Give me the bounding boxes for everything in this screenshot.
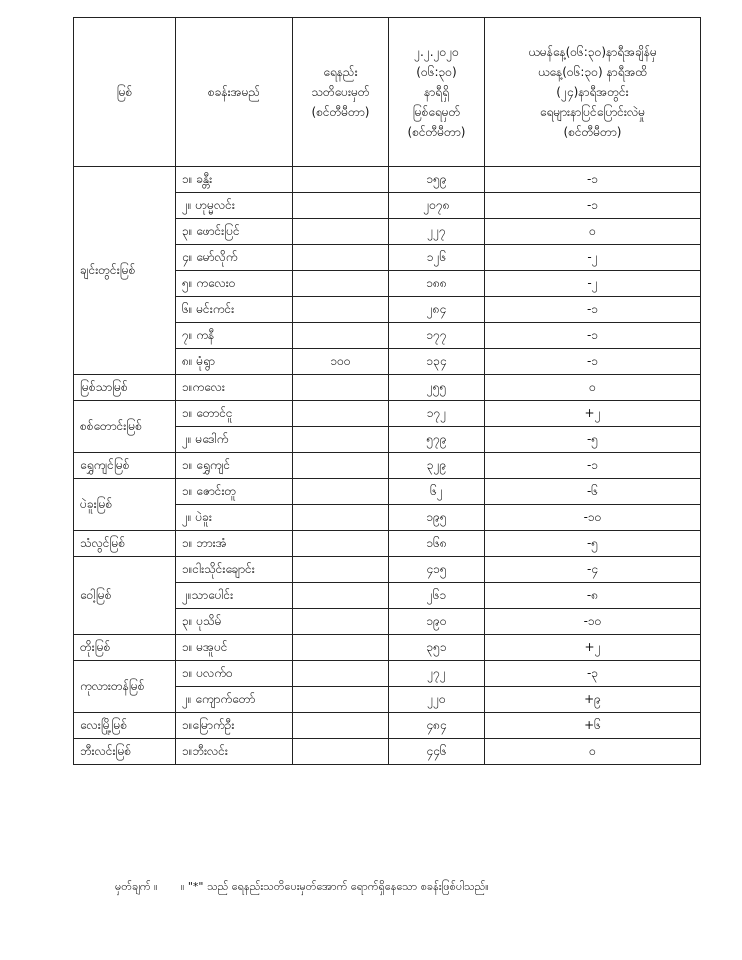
footnote-label: မှတ်ချက် ။	[115, 880, 158, 893]
header-change-line: (စင်တီမီတာ)	[563, 125, 622, 139]
danger-level	[293, 297, 389, 323]
water-level: ၁၉၀	[389, 609, 485, 635]
danger-level	[293, 713, 389, 739]
station-name: ၁။ ရွှေကျင်	[176, 453, 293, 479]
river-name: ချင်းတွင်းမြစ်	[74, 167, 176, 375]
water-level: ၆၂	[389, 479, 485, 505]
water-level: ၄၁၅	[389, 557, 485, 583]
level-change: -၁	[485, 323, 701, 349]
river-name: ဝေါ့မြစ်	[74, 557, 176, 635]
header-level-line: မြစ်ရေမှတ်	[412, 105, 461, 119]
table-row	[74, 635, 701, 661]
river-name: လေးမြို့မြစ်	[74, 713, 176, 739]
station-name: ၁။ကလေး	[176, 375, 293, 401]
water-level: ၂၂၀	[389, 687, 485, 713]
danger-level	[293, 167, 389, 193]
station-name: ၂။ မဒေါက်	[176, 427, 293, 453]
river-name: သံလွင်မြစ်	[74, 531, 176, 557]
header-change-line: (၂၄)နာရီအတွင်း	[556, 85, 629, 99]
station-name: ၁။မြောက်ဦး	[176, 713, 293, 739]
water-level: ၄၄၆	[389, 739, 485, 765]
table-row	[74, 453, 701, 479]
danger-level	[293, 219, 389, 245]
header-change-line: ရေများနာပြင်ပြောင်းလဲမှု	[539, 105, 646, 119]
station-name: ၁။ ဇောင်းတူ	[176, 479, 293, 505]
table-row	[74, 557, 701, 583]
danger-level	[293, 401, 389, 427]
danger-level	[293, 323, 389, 349]
station-name: ၅။ ကလေးဝ	[176, 271, 293, 297]
level-change: -၁၀	[485, 505, 701, 531]
table-row	[74, 739, 701, 765]
header-danger-line: (စင်တီမီတာ)	[311, 105, 370, 119]
level-change: -၁၀	[485, 609, 701, 635]
water-level-table	[73, 17, 701, 765]
danger-level	[293, 505, 389, 531]
danger-level	[293, 661, 389, 687]
level-change: +၂	[485, 635, 701, 661]
header-danger-line: ရေနည်း	[323, 65, 358, 79]
header-danger-level	[293, 18, 389, 167]
station-name: ၂။ ဟုမ္မလင်း	[176, 193, 293, 219]
level-change: +၆	[485, 713, 701, 739]
water-level: ၂၈၄	[389, 297, 485, 323]
station-name: ၁။ ဘားအံ	[176, 531, 293, 557]
table-row	[74, 167, 701, 193]
river-name: ရွှေကျင်မြစ်	[74, 453, 176, 479]
station-name: ၁။ မအူပင်	[176, 635, 293, 661]
table-row	[74, 375, 701, 401]
header-change-line: ယနေ့(၀၆:၃၀) နာရီအထိ	[537, 65, 648, 79]
danger-level	[293, 739, 389, 765]
header-level-line: (၀၆:၃၀)	[416, 65, 457, 79]
water-level: ၁၈၈	[389, 271, 485, 297]
level-change: -၁	[485, 453, 701, 479]
water-level: ၁၇၇	[389, 323, 485, 349]
water-level: ၅၇၉	[389, 427, 485, 453]
header-station: စခန်းအမည်	[176, 18, 293, 167]
water-level: ၄၈၄	[389, 713, 485, 739]
river-name: ပဲခူးမြစ်	[74, 479, 176, 531]
level-change: -၂	[485, 245, 701, 271]
water-level: ၃၅၁	[389, 635, 485, 661]
water-level: ၂၂၇	[389, 219, 485, 245]
river-name: ဘီးလင်းမြစ်	[74, 739, 176, 765]
station-name: ၁။ တောင်ငူ	[176, 401, 293, 427]
footnote	[115, 880, 509, 896]
level-change: +၂	[485, 401, 701, 427]
table-row	[74, 531, 701, 557]
header-danger-line: သတိပေးမှတ်	[311, 85, 370, 99]
header-river: မြစ်	[74, 18, 176, 167]
water-level: ၂၀၇၈	[389, 193, 485, 219]
station-name: ၈။ မုံရွာ	[176, 349, 293, 375]
level-change: ၀	[485, 739, 701, 765]
danger-level	[293, 557, 389, 583]
level-change: -၁	[485, 349, 701, 375]
station-name: ၁။ငါးသိုင်းချောင်း	[176, 557, 293, 583]
river-name: စစ်တောင်းမြစ်	[74, 401, 176, 453]
table-row	[74, 479, 701, 505]
table-row	[74, 661, 701, 687]
station-name: ၃။ ဖောင်းပြင်	[176, 219, 293, 245]
header-change	[485, 18, 701, 167]
station-name: ၆။ မင်းကင်း	[176, 297, 293, 323]
water-level: ၃၂၉	[389, 453, 485, 479]
water-level: ၁၃၄	[389, 349, 485, 375]
river-name: ကုလားတန်မြစ်	[74, 661, 176, 713]
station-name: ၂။သာပေါင်း	[176, 583, 293, 609]
header-level-line: (စင်တီမီတာ)	[407, 125, 466, 139]
station-name: ၇။ ကနီ	[176, 323, 293, 349]
level-change: -၈	[485, 583, 701, 609]
level-change: -၁	[485, 193, 701, 219]
station-name: ၁။ဘီးလင်း	[176, 739, 293, 765]
level-change: -၁	[485, 167, 701, 193]
danger-level	[293, 453, 389, 479]
danger-level	[293, 375, 389, 401]
header-level-line: ၂.၂.၂၀၂၀	[414, 45, 459, 59]
danger-level	[293, 193, 389, 219]
level-change: -၃	[485, 661, 701, 687]
danger-level	[293, 583, 389, 609]
level-change: -၅	[485, 427, 701, 453]
water-level: ၁၉၅	[389, 505, 485, 531]
water-level: ၂၇၂	[389, 661, 485, 687]
water-level: ၁၅၉	[389, 167, 485, 193]
level-change: ၀	[485, 375, 701, 401]
station-name: ၁။ ခန္တီး	[176, 167, 293, 193]
level-change: -၁	[485, 297, 701, 323]
water-level: ၁၂၆	[389, 245, 485, 271]
header-level-line: နာရီရှိ	[424, 85, 449, 99]
table-row	[74, 713, 701, 739]
danger-level: ၁၀၀	[293, 349, 389, 375]
danger-level	[293, 245, 389, 271]
water-level: ၂၅၅	[389, 375, 485, 401]
river-name: မြစ်သာမြစ်	[74, 375, 176, 401]
header-water-level	[389, 18, 485, 167]
level-change: +၉	[485, 687, 701, 713]
header-row	[74, 18, 701, 167]
station-name: ၁။ ပလက်ဝ	[176, 661, 293, 687]
level-change: ၀	[485, 219, 701, 245]
footnote-text: ။ "*" သည် ရေနည်းသတိပေးမှတ်အောက် ရောက်ရှိနေသော စခန်းဖြစ်ပါသည်။	[181, 880, 489, 893]
level-change: -၄	[485, 557, 701, 583]
danger-level	[293, 609, 389, 635]
level-change: -၆	[485, 479, 701, 505]
danger-level	[293, 271, 389, 297]
danger-level	[293, 531, 389, 557]
level-change: -၅	[485, 531, 701, 557]
danger-level	[293, 635, 389, 661]
table-row	[74, 401, 701, 427]
level-change: -၂	[485, 271, 701, 297]
header-change-line: ယမန်နေ့(၀၆:၃၀)နာရီအချိန်မှ	[528, 45, 657, 59]
river-name: တိုးမြစ်	[74, 635, 176, 661]
danger-level	[293, 479, 389, 505]
table-body	[74, 167, 701, 765]
danger-level	[293, 687, 389, 713]
station-name: ၂။ ကျောက်တော်	[176, 687, 293, 713]
danger-level	[293, 427, 389, 453]
station-name: ၃။ ပုသိမ်	[176, 609, 293, 635]
station-name: ၂။ ပဲခူး	[176, 505, 293, 531]
water-level: ၂၆၁	[389, 583, 485, 609]
station-name: ၄။ မော်လိုက်	[176, 245, 293, 271]
water-level: ၁၆၈	[389, 531, 485, 557]
water-level: ၁၇၂	[389, 401, 485, 427]
